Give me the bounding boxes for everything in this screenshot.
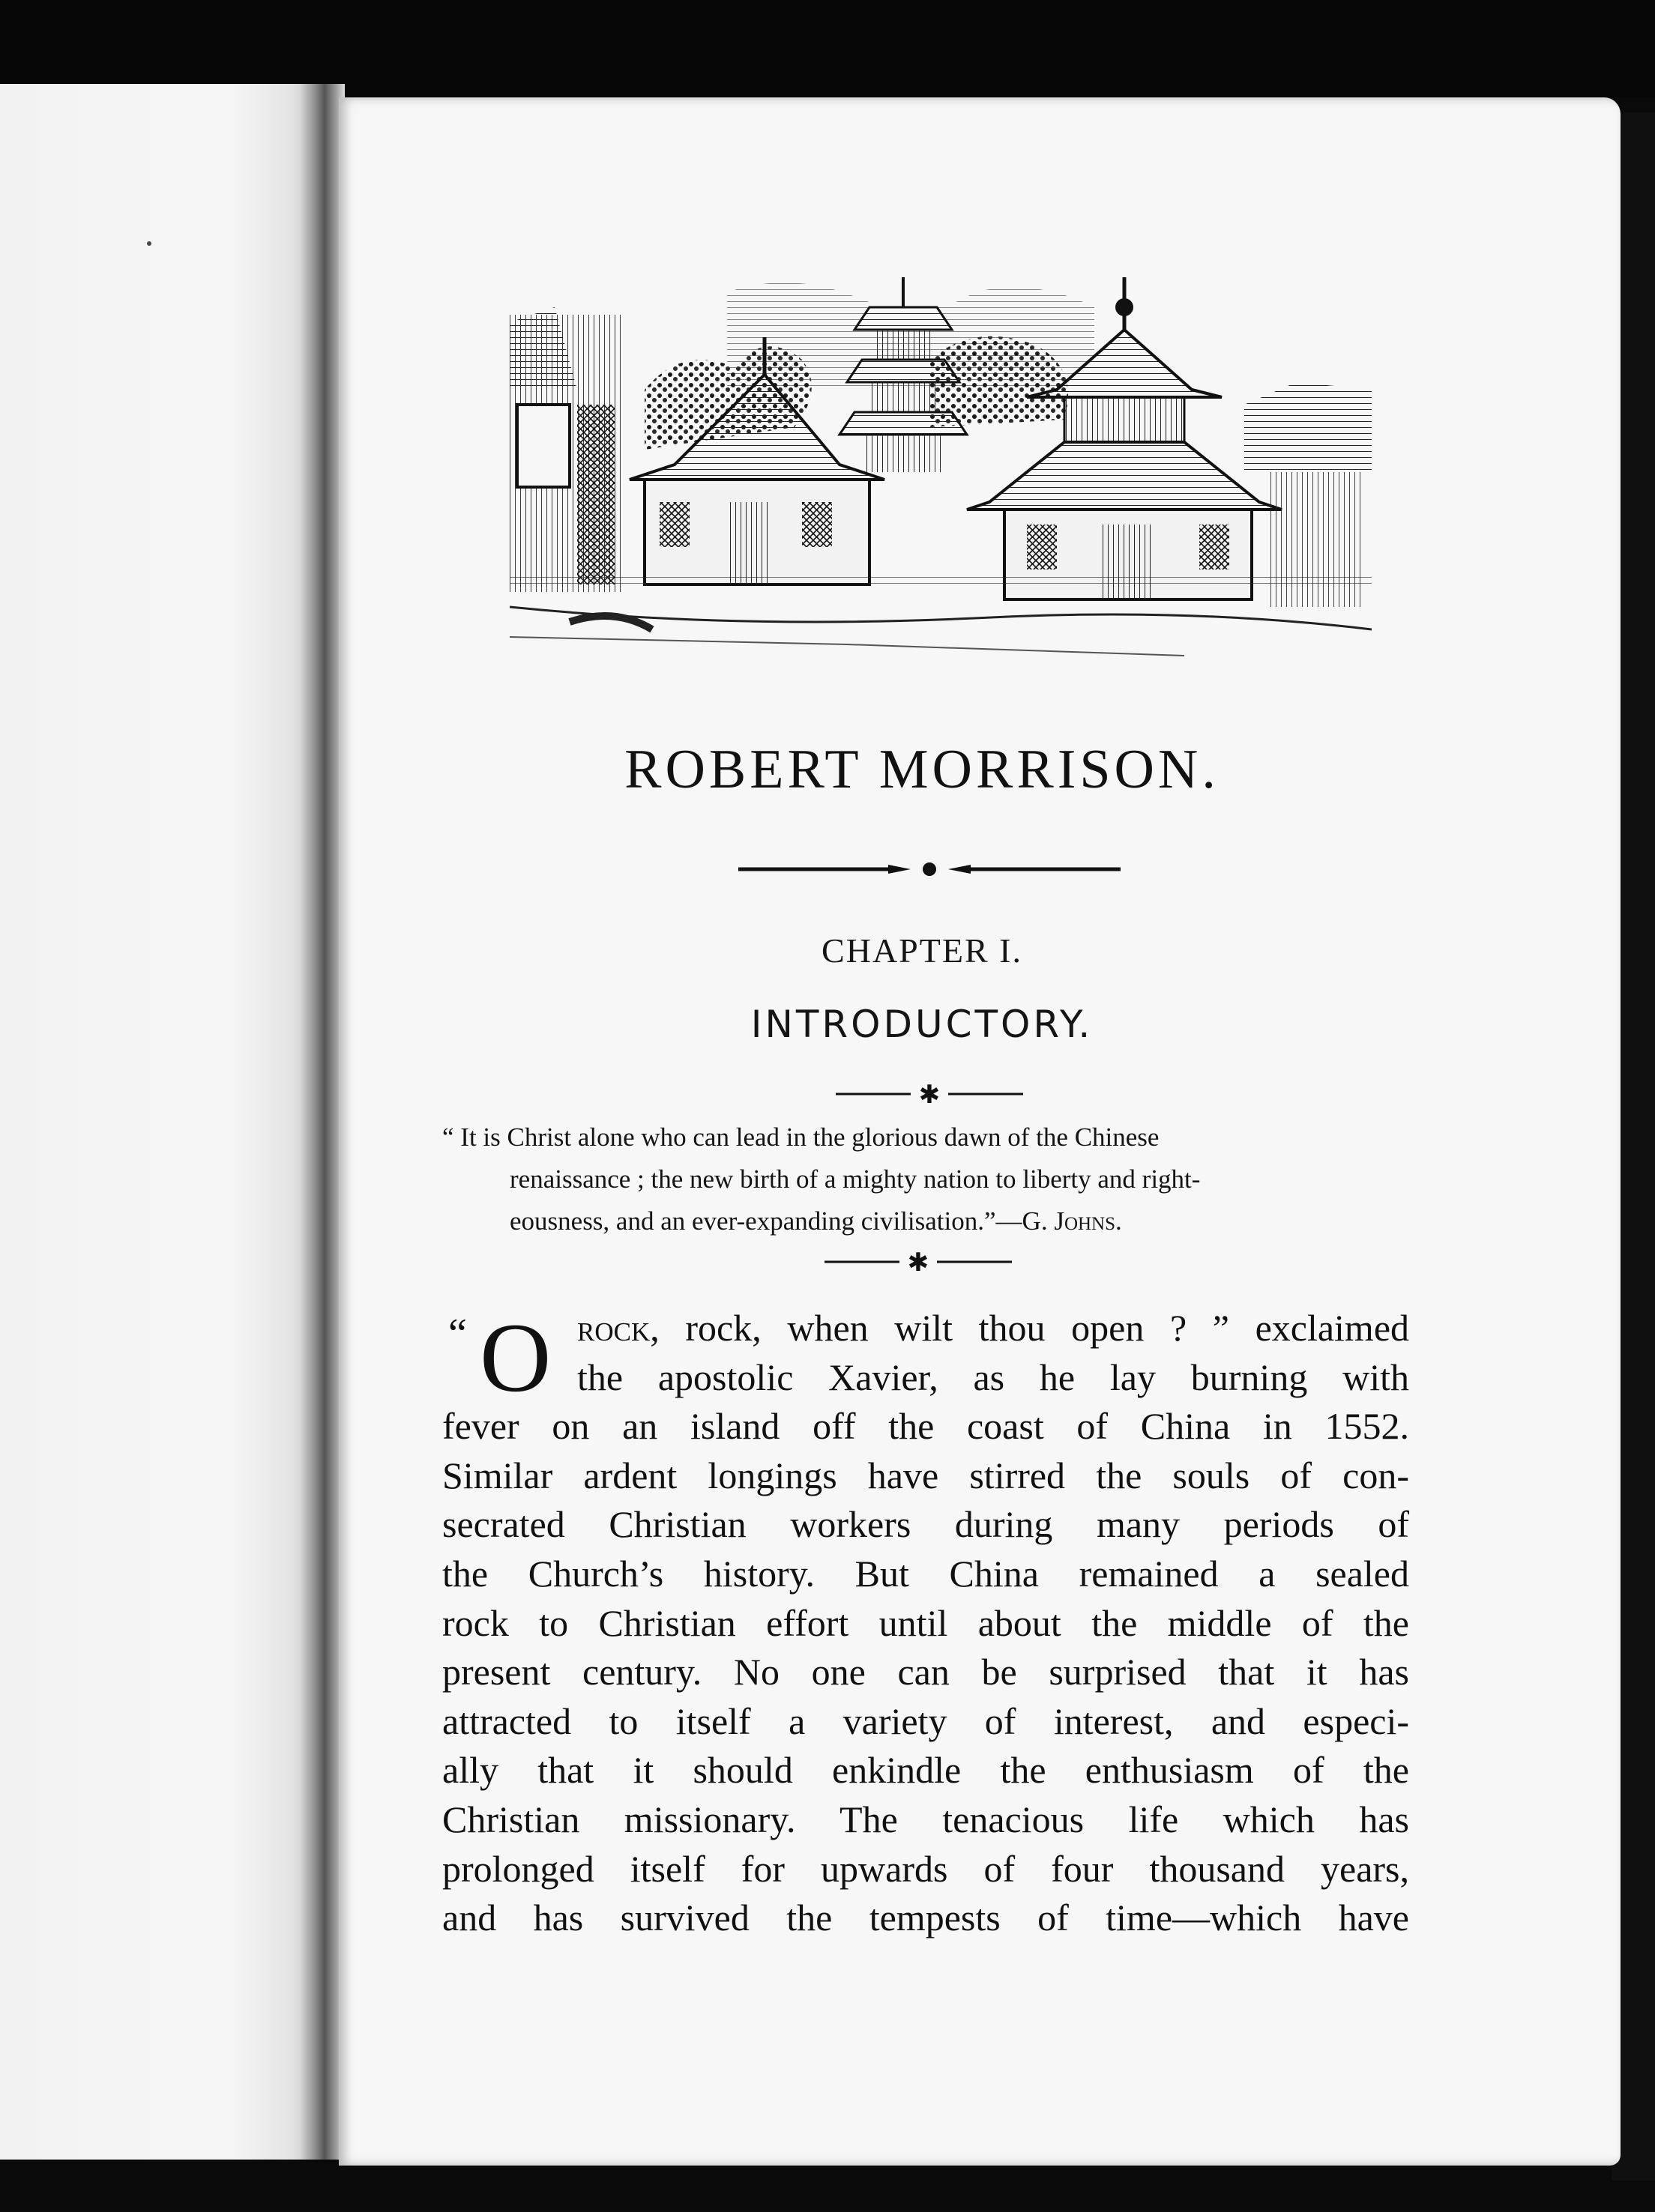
title-ornament-icon bbox=[738, 854, 1121, 884]
epigraph-line bbox=[442, 1200, 1417, 1242]
epigraph-line: “ It is Christ alone who can lead in the glorious dawn of the Chinese bbox=[442, 1122, 1160, 1152]
chapter-heading: CHAPTER I. bbox=[822, 931, 1022, 970]
svg-text:✱: ✱ bbox=[907, 1248, 929, 1277]
body-line: Similar ardent longings have stirred the souls of con- bbox=[442, 1454, 1409, 1496]
drop-cap: O bbox=[480, 1302, 552, 1412]
left-page bbox=[0, 84, 330, 2160]
star-rule-icon bbox=[825, 1247, 1012, 1277]
speck bbox=[147, 241, 151, 246]
epigraph-author: Johns. bbox=[1054, 1206, 1122, 1236]
body-line: present century. No one can be surprised that it has bbox=[442, 1651, 1409, 1693]
body-line: rock to Christian effort until about the middle of the bbox=[442, 1601, 1409, 1644]
svg-text:✱: ✱ bbox=[918, 1080, 941, 1109]
body-line-rest: rock, when wilt thou open ? ” exclaimed bbox=[685, 1307, 1410, 1349]
body-line: attracted to itself a variety of interest, and especi- bbox=[442, 1699, 1409, 1742]
book-gutter bbox=[300, 84, 345, 2160]
body-line: and has survived the tempests of time—which have bbox=[442, 1897, 1409, 1939]
body-line-smallcaps: rock, bbox=[577, 1307, 660, 1349]
section-heading: INTRODUCTORY. bbox=[750, 1003, 1094, 1046]
chinese-pagoda-engraving-icon bbox=[510, 277, 1372, 667]
page-title: ROBERT MORRISON. bbox=[624, 739, 1220, 800]
star-rule-icon bbox=[836, 1079, 1023, 1109]
body-line: fever on an island off the coast of China in 1552. bbox=[442, 1405, 1409, 1448]
body-line: ally that it should enkindle the enthusiasm of the bbox=[442, 1749, 1409, 1792]
body-line bbox=[442, 1304, 1409, 1353]
body-text bbox=[442, 1304, 1409, 1943]
epigraph bbox=[442, 1116, 1417, 1242]
body-line: the apostolic Xavier, as he lay burning with bbox=[577, 1356, 1409, 1398]
opening-quote: “ bbox=[448, 1311, 467, 1357]
epigraph-line: renaissance ; the new birth of a mighty nation to liberty and right- bbox=[510, 1164, 1201, 1194]
body-line: secrated Christian workers during many periods of bbox=[442, 1503, 1409, 1546]
epigraph-line-text: eousness, and an ever-expanding civilisation.”—G. bbox=[510, 1206, 1048, 1236]
body-line: Christian missionary. The tenacious life which has bbox=[442, 1798, 1409, 1840]
body-line: the Church’s history. But China remained a sealed bbox=[442, 1552, 1409, 1595]
body-line: prolonged itself for upwards of four thousand years, bbox=[442, 1847, 1409, 1890]
scan-top-edge bbox=[0, 0, 1655, 97]
